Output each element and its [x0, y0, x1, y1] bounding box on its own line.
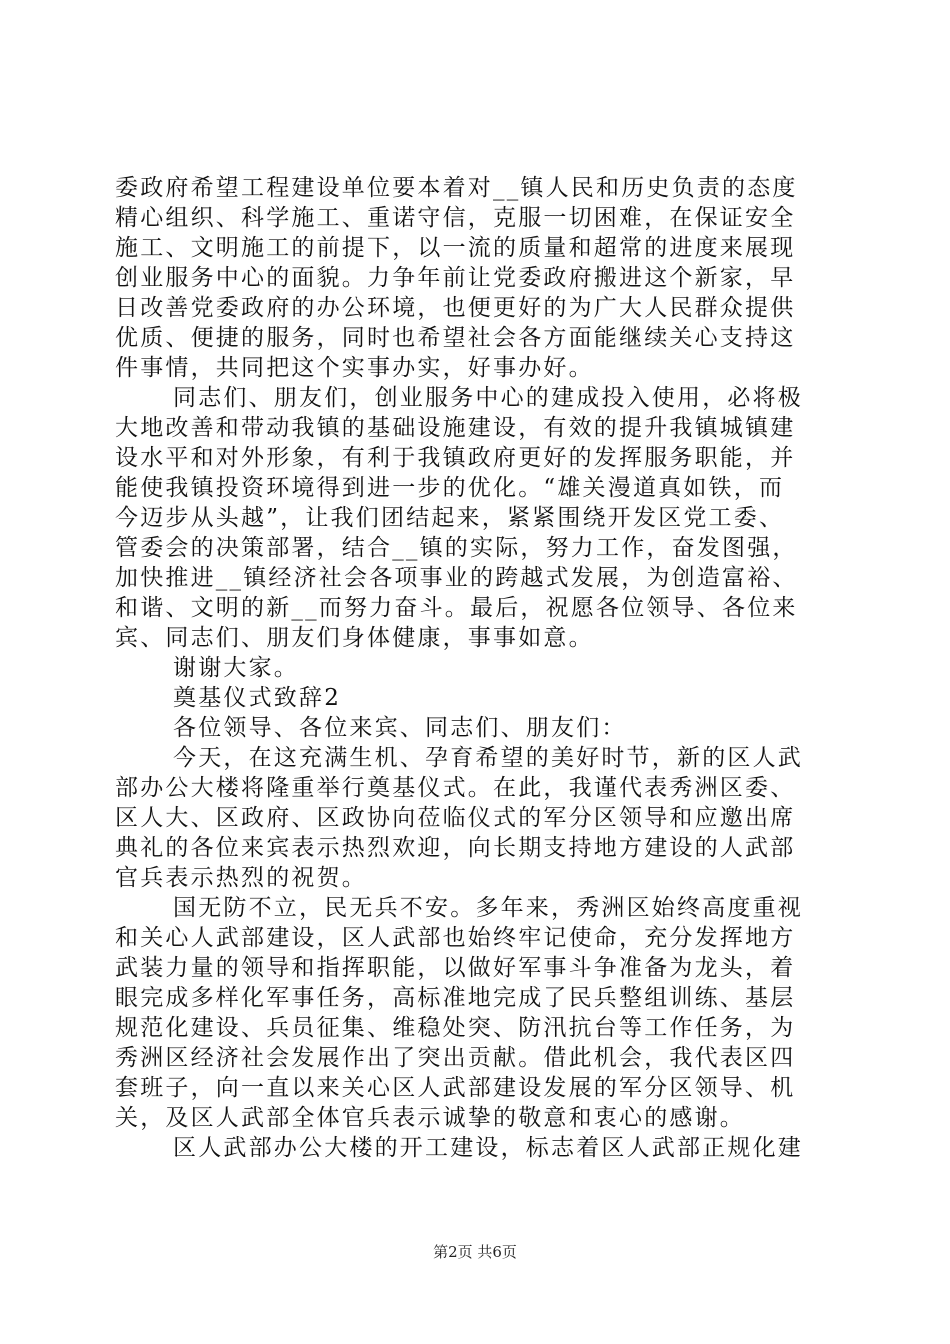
- text-line: 和关心人武部建设，区人武部也始终牢记使命，充分发挥地方: [115, 925, 796, 951]
- text-line: 规范化建设、兵员征集、维稳处突、防汛抗台等工作任务，为: [115, 1015, 796, 1041]
- text-line: 施工、文明施工的前提下，以一流的质量和超常的进度来展现: [115, 235, 796, 261]
- text-line: 日改善党委政府的办公环境，也便更好的为广大人民群众提供: [115, 295, 796, 321]
- text-line: 部办公大楼将隆重举行奠基仪式。在此，我谨代表秀洲区委、: [115, 775, 796, 801]
- text-line: 秀洲区经济社会发展作出了突出贡献。借此机会，我代表区四: [115, 1045, 796, 1071]
- text-line: 大地改善和带动我镇的基础设施建设，有效的提升我镇城镇建: [115, 415, 796, 441]
- text-line: 套班子，向一直以来关心区人武部建设发展的军分区领导、机: [115, 1075, 796, 1101]
- text-line: 各位领导、各位来宾、同志们、朋友们：: [173, 715, 627, 741]
- text-line: 设水平和对外形象，有利于我镇政府更好的发挥服务职能，并: [115, 445, 796, 471]
- text-line: 武装力量的领导和指挥职能，以做好军事斗争准备为龙头，着: [115, 955, 796, 981]
- document-body: [115, 173, 835, 1163]
- text-line: 区人大、区政府、区政协向莅临仪式的军分区领导和应邀出席: [115, 805, 796, 831]
- text-line: 委政府希望工程建设单位要本着对__镇人民和历史负责的态度: [115, 175, 798, 201]
- text-line: 区人武部办公大楼的开工建设，标志着区人武部正规化建: [173, 1135, 803, 1161]
- text-line: 谢谢大家。: [173, 655, 299, 681]
- text-line: 优质、便捷的服务，同时也希望社会各方面能继续关心支持这: [115, 325, 796, 351]
- text-line: 和谐、文明的新__而努力奋斗。最后，祝愿各位领导、各位来: [115, 595, 798, 621]
- text-line: 关，及区人武部全体官兵表示诚挚的敬意和衷心的感谢。: [115, 1105, 745, 1131]
- text-line: 奠基仪式致辞2: [173, 685, 342, 711]
- text-line: 宾、同志们、朋友们身体健康，事事如意。: [115, 625, 594, 651]
- text-line: 精心组织、科学施工、重诺守信，克服一切困难，在保证安全: [115, 205, 796, 231]
- text-line: 件事情，共同把这个实事办实，好事办好。: [115, 355, 594, 381]
- text-line: 同志们、朋友们，创业服务中心的建成投入使用，必将极: [173, 385, 803, 411]
- page-footer: [0, 1241, 950, 1262]
- text-line: 加快推进__镇经济社会各项事业的跨越式发展，为创造富裕、: [115, 565, 798, 591]
- text-line: 眼完成多样化军事任务，高标准地完成了民兵整组训练、基层: [115, 985, 796, 1011]
- text-line: 国无防不立，民无兵不安。多年来，秀洲区始终高度重视: [173, 895, 803, 921]
- text-line: 能使我镇投资环境得到进一步的优化。“雄关漫道真如铁，而: [115, 475, 785, 501]
- text-line: 管委会的决策部署，结合__镇的实际，努力工作，奋发图强，: [115, 535, 798, 561]
- text-line: 今迈步从头越”，让我们团结起来，紧紧围绕开发区党工委、: [115, 505, 785, 531]
- text-line: 官兵表示热烈的祝贺。: [115, 865, 367, 891]
- page-number-label: 第2页 共6页: [433, 1243, 517, 1261]
- text-line: 今天，在这充满生机、孕育希望的美好时节，新的区人武: [173, 745, 803, 771]
- text-line: 典礼的各位来宾表示热烈欢迎，向长期支持地方建设的人武部: [115, 835, 796, 861]
- text-line: 创业服务中心的面貌。力争年前让党委政府搬进这个新家，早: [115, 265, 796, 291]
